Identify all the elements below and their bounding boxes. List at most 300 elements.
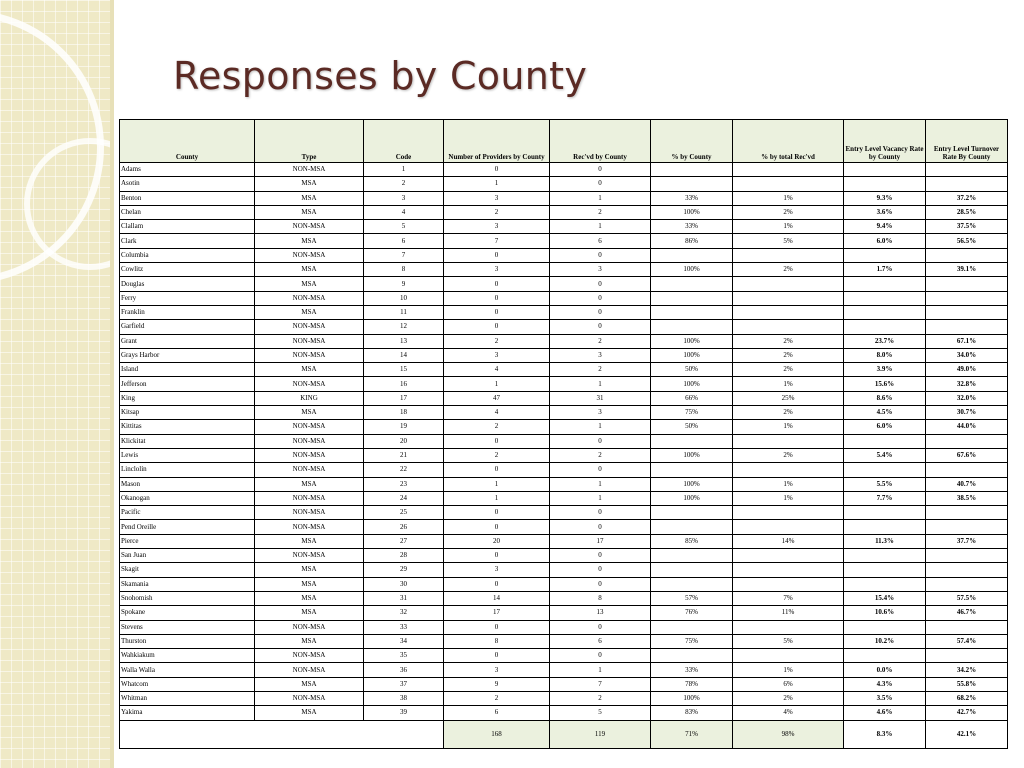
cell-vacancy-rate: 9.4% [844,220,926,234]
cell-turnover-rate: 38.5% [926,491,1008,505]
cell-vacancy-rate: 8.0% [844,348,926,362]
cell-received: 0 [550,434,651,448]
cell-pct-county [651,163,733,177]
cell-turnover-rate [926,291,1008,305]
cell-received: 8 [550,591,651,605]
cell-received: 0 [550,563,651,577]
cell-turnover-rate [926,248,1008,262]
cell-code: 15 [364,363,444,377]
cell-type: MSA [255,205,364,219]
cell-turnover-rate: 42.7% [926,706,1008,720]
cell-turnover-rate: 37.2% [926,191,1008,205]
cell-providers: 8 [444,634,550,648]
cell-pct-total: 2% [733,363,844,377]
cell-county: Grant [120,334,255,348]
cell-pct-total: 7% [733,591,844,605]
decorative-sidebar [0,0,114,768]
cell-vacancy-rate: 3.5% [844,691,926,705]
cell-vacancy-rate: 10.6% [844,606,926,620]
cell-vacancy-rate [844,291,926,305]
cell-code: 21 [364,448,444,462]
cell-vacancy-rate: 0.0% [844,663,926,677]
cell-type: NON-MSA [255,520,364,534]
cell-pct-county: 57% [651,591,733,605]
cell-providers: 0 [444,520,550,534]
cell-pct-county [651,463,733,477]
cell-county: Walla Walla [120,663,255,677]
cell-turnover-rate [926,577,1008,591]
cell-received: 0 [550,506,651,520]
cell-received: 1 [550,191,651,205]
cell-providers: 14 [444,591,550,605]
cell-vacancy-rate: 8.6% [844,391,926,405]
table-row [120,277,1008,291]
cell-providers: 3 [444,220,550,234]
cell-pct-total: 6% [733,677,844,691]
cell-county: Kittitas [120,420,255,434]
cell-turnover-rate [926,305,1008,319]
cell-turnover-rate [926,649,1008,663]
cell-vacancy-rate: 15.4% [844,591,926,605]
cell-providers: 3 [444,563,550,577]
cell-type: MSA [255,706,364,720]
cell-type: NON-MSA [255,549,364,563]
cell-received: 0 [550,248,651,262]
cell-pct-total [733,248,844,262]
cell-received: 13 [550,606,651,620]
cell-providers: 0 [444,620,550,634]
cell-county: Douglas [120,277,255,291]
cell-type: NON-MSA [255,248,364,262]
cell-vacancy-rate [844,649,926,663]
cell-turnover-rate: 40.7% [926,477,1008,491]
table-row [120,448,1008,462]
cell-code: 22 [364,463,444,477]
table-row [120,420,1008,434]
cell-county: Franklin [120,305,255,319]
cell-vacancy-rate [844,277,926,291]
cell-providers: 3 [444,348,550,362]
cell-providers: 0 [444,434,550,448]
cell-code: 29 [364,563,444,577]
cell-pct-county [651,563,733,577]
cell-pct-county: 100% [651,205,733,219]
cell-turnover-rate [926,277,1008,291]
cell-pct-total: 2% [733,263,844,277]
cell-vacancy-rate: 4.5% [844,406,926,420]
cell-received: 0 [550,163,651,177]
cell-pct-total: 2% [733,334,844,348]
cell-turnover-rate [926,163,1008,177]
cell-received: 0 [550,463,651,477]
table-row [120,591,1008,605]
cell-vacancy-rate: 7.7% [844,491,926,505]
cell-county: Kitsap [120,406,255,420]
cell-received: 1 [550,663,651,677]
cell-turnover-rate: 37.5% [926,220,1008,234]
cell-providers: 0 [444,248,550,262]
cell-pct-county: 66% [651,391,733,405]
cell-type: MSA [255,406,364,420]
cell-providers: 0 [444,577,550,591]
cell-vacancy-rate: 11.3% [844,534,926,548]
table-row [120,234,1008,248]
cell-pct-county: 33% [651,663,733,677]
cell-providers: 1 [444,377,550,391]
cell-code: 28 [364,549,444,563]
table-row [120,663,1008,677]
cell-providers: 4 [444,406,550,420]
cell-providers: 2 [444,334,550,348]
cell-received: 7 [550,677,651,691]
table-row [120,463,1008,477]
cell-providers: 3 [444,263,550,277]
total-pct-total: 98% [733,720,844,748]
cell-pct-total [733,563,844,577]
cell-code: 1 [364,163,444,177]
cell-providers: 4 [444,363,550,377]
cell-pct-total: 1% [733,477,844,491]
decorative-edge [110,0,114,768]
header-type: Type [255,120,364,163]
cell-pct-total: 2% [733,205,844,219]
cell-type: MSA [255,534,364,548]
table-row [120,677,1008,691]
header-county: County [120,120,255,163]
cell-type: MSA [255,591,364,605]
cell-vacancy-rate: 3.6% [844,205,926,219]
cell-pct-county [651,320,733,334]
cell-pct-total: 2% [733,448,844,462]
cell-turnover-rate: 32.8% [926,377,1008,391]
cell-providers: 0 [444,291,550,305]
cell-turnover-rate [926,320,1008,334]
table-row [120,620,1008,634]
cell-turnover-rate [926,620,1008,634]
cell-county: San Juan [120,549,255,563]
cell-pct-total [733,549,844,563]
cell-turnover-rate: 44.0% [926,420,1008,434]
header-code: Code [364,120,444,163]
cell-vacancy-rate: 3.9% [844,363,926,377]
cell-providers: 3 [444,663,550,677]
cell-providers: 1 [444,477,550,491]
cell-type: MSA [255,677,364,691]
cell-vacancy-rate [844,163,926,177]
table-body [120,163,1008,721]
table-row [120,363,1008,377]
cell-county: Benton [120,191,255,205]
cell-code: 20 [364,434,444,448]
cell-county: Snohomish [120,591,255,605]
cell-providers: 2 [444,691,550,705]
cell-county: Linclolín [120,463,255,477]
cell-turnover-rate [926,520,1008,534]
table-row [120,577,1008,591]
cell-pct-total [733,520,844,534]
table-row [120,391,1008,405]
table-row [120,691,1008,705]
cell-vacancy-rate [844,620,926,634]
cell-county: Pacific [120,506,255,520]
cell-type: MSA [255,277,364,291]
cell-pct-total: 25% [733,391,844,405]
cell-type: NON-MSA [255,506,364,520]
cell-code: 26 [364,520,444,534]
cell-pct-total: 1% [733,663,844,677]
cell-code: 16 [364,377,444,391]
cell-providers: 17 [444,606,550,620]
cell-pct-county: 85% [651,534,733,548]
cell-pct-county: 100% [651,377,733,391]
cell-vacancy-rate: 6.0% [844,420,926,434]
total-vacancy-rate: 8.3% [844,720,926,748]
county-responses-table [119,119,1008,749]
cell-pct-county [651,291,733,305]
cell-pct-county: 100% [651,263,733,277]
cell-code: 24 [364,491,444,505]
cell-type: MSA [255,234,364,248]
cell-turnover-rate: 56.5% [926,234,1008,248]
cell-pct-county [651,577,733,591]
table-row [120,205,1008,219]
cell-providers: 9 [444,677,550,691]
table-row [120,263,1008,277]
header-turnover-rate: Entry Level Turnover Rate By County [926,120,1008,163]
cell-received: 2 [550,205,651,219]
cell-received: 1 [550,477,651,491]
cell-received: 17 [550,534,651,548]
cell-pct-total [733,291,844,305]
cell-type: MSA [255,263,364,277]
cell-code: 5 [364,220,444,234]
cell-pct-total [733,177,844,191]
cell-pct-county: 50% [651,420,733,434]
cell-providers: 0 [444,549,550,563]
cell-county: Chelan [120,205,255,219]
cell-code: 12 [364,320,444,334]
cell-pct-total: 1% [733,220,844,234]
table-row [120,348,1008,362]
cell-vacancy-rate [844,563,926,577]
cell-providers: 47 [444,391,550,405]
cell-pct-county [651,549,733,563]
cell-code: 4 [364,205,444,219]
cell-pct-total [733,506,844,520]
cell-code: 27 [364,534,444,548]
cell-code: 18 [364,406,444,420]
cell-providers: 3 [444,191,550,205]
cell-county: Grays Harbor [120,348,255,362]
cell-type: NON-MSA [255,491,364,505]
header-providers: Number of Providers by County [444,120,550,163]
cell-pct-total: 1% [733,491,844,505]
cell-received: 1 [550,220,651,234]
total-providers: 168 [444,720,550,748]
cell-pct-county: 100% [651,348,733,362]
cell-vacancy-rate [844,248,926,262]
cell-pct-total [733,163,844,177]
cell-pct-total: 1% [733,191,844,205]
cell-turnover-rate: 57.4% [926,634,1008,648]
cell-turnover-rate: 55.8% [926,677,1008,691]
cell-pct-county: 100% [651,491,733,505]
cell-turnover-rate: 46.7% [926,606,1008,620]
cell-pct-county [651,620,733,634]
cell-code: 33 [364,620,444,634]
cell-received: 0 [550,577,651,591]
table-row [120,563,1008,577]
cell-vacancy-rate [844,506,926,520]
cell-county: Pierce [120,534,255,548]
cell-pct-county: 100% [651,477,733,491]
cell-pct-county: 100% [651,691,733,705]
cell-pct-total [733,577,844,591]
cell-received: 2 [550,334,651,348]
cell-type: NON-MSA [255,348,364,362]
cell-providers: 0 [444,305,550,319]
cell-code: 36 [364,663,444,677]
cell-received: 0 [550,320,651,334]
cell-code: 14 [364,348,444,362]
cell-turnover-rate: 28.5% [926,205,1008,219]
cell-county: Adams [120,163,255,177]
cell-type: MSA [255,577,364,591]
cell-county: Skamania [120,577,255,591]
cell-pct-total [733,434,844,448]
cell-pct-county [651,649,733,663]
cell-type: NON-MSA [255,291,364,305]
cell-pct-county: 33% [651,220,733,234]
cell-pct-total: 1% [733,420,844,434]
cell-turnover-rate: 68.2% [926,691,1008,705]
cell-vacancy-rate [844,577,926,591]
cell-county: Garfield [120,320,255,334]
cell-vacancy-rate [844,549,926,563]
cell-pct-county: 83% [651,706,733,720]
total-pct-county: 71% [651,720,733,748]
cell-vacancy-rate [844,434,926,448]
cell-county: Mason [120,477,255,491]
cell-providers: 1 [444,491,550,505]
cell-received: 1 [550,377,651,391]
cell-code: 37 [364,677,444,691]
cell-providers: 2 [444,420,550,434]
table-row [120,634,1008,648]
cell-type: NON-MSA [255,434,364,448]
cell-pct-county: 75% [651,634,733,648]
cell-turnover-rate: 30.7% [926,406,1008,420]
cell-type: MSA [255,634,364,648]
cell-pct-total: 5% [733,234,844,248]
cell-pct-county: 100% [651,334,733,348]
cell-vacancy-rate [844,177,926,191]
cell-county: Asotin [120,177,255,191]
cell-pct-total [733,305,844,319]
cell-code: 2 [364,177,444,191]
cell-county: Pend Oreille [120,520,255,534]
table-row [120,406,1008,420]
cell-turnover-rate: 32.0% [926,391,1008,405]
cell-turnover-rate [926,434,1008,448]
cell-type: NON-MSA [255,220,364,234]
table-row [120,191,1008,205]
cell-code: 9 [364,277,444,291]
header-pct-total: % by total Rec'vd [733,120,844,163]
table-row [120,649,1008,663]
cell-pct-county: 78% [651,677,733,691]
cell-pct-county [651,305,733,319]
cell-received: 0 [550,305,651,319]
cell-vacancy-rate: 10.2% [844,634,926,648]
cell-county: King [120,391,255,405]
cell-pct-total [733,277,844,291]
cell-received: 6 [550,234,651,248]
cell-county: Okanogan [120,491,255,505]
table-row [120,320,1008,334]
cell-received: 3 [550,406,651,420]
cell-vacancy-rate: 9.3% [844,191,926,205]
cell-vacancy-rate [844,305,926,319]
cell-type: MSA [255,477,364,491]
totals-row [120,720,1008,748]
cell-code: 10 [364,291,444,305]
cell-pct-total: 11% [733,606,844,620]
cell-type: NON-MSA [255,463,364,477]
table-row [120,506,1008,520]
cell-turnover-rate: 67.6% [926,448,1008,462]
cell-turnover-rate: 57.5% [926,591,1008,605]
cell-pct-county [651,277,733,291]
table-row [120,220,1008,234]
cell-received: 5 [550,706,651,720]
table-row [120,606,1008,620]
cell-county: Thurston [120,634,255,648]
cell-received: 3 [550,348,651,362]
cell-code: 30 [364,577,444,591]
table-row [120,248,1008,262]
cell-vacancy-rate [844,320,926,334]
cell-vacancy-rate: 23.7% [844,334,926,348]
cell-turnover-rate: 37.7% [926,534,1008,548]
cell-pct-total [733,620,844,634]
cell-county: Clallam [120,220,255,234]
cell-pct-county: 86% [651,234,733,248]
cell-pct-total: 4% [733,706,844,720]
cell-county: Clark [120,234,255,248]
table-row [120,291,1008,305]
cell-pct-county: 75% [651,406,733,420]
cell-pct-county [651,434,733,448]
cell-received: 2 [550,363,651,377]
cell-type: NON-MSA [255,691,364,705]
cell-providers: 1 [444,177,550,191]
table-row [120,305,1008,319]
cell-county: Whitman [120,691,255,705]
cell-received: 0 [550,620,651,634]
table-row [120,177,1008,191]
cell-vacancy-rate: 5.5% [844,477,926,491]
cell-code: 23 [364,477,444,491]
cell-pct-county: 76% [651,606,733,620]
cell-received: 0 [550,177,651,191]
cell-pct-county: 33% [651,191,733,205]
cell-vacancy-rate: 5.4% [844,448,926,462]
cell-providers: 0 [444,163,550,177]
cell-pct-county: 50% [651,363,733,377]
cell-county: Spokane [120,606,255,620]
cell-code: 3 [364,191,444,205]
